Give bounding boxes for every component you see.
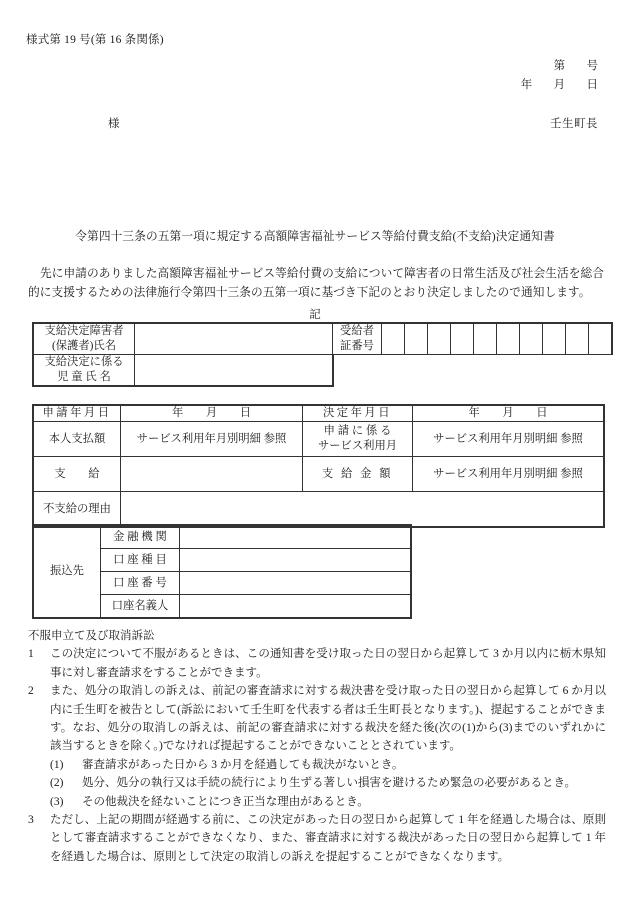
bank-transfer-table — [32, 524, 412, 619]
appeal-item-text: また、処分の取消しの訴えは、前記の審査請求に対する裁決書を受け取った日の翌日から起算して 6 か月以内に壬生町を被告として(訴訟において壬生町を代表する者は壬生町長となります。)、提起することができます。なお、処分の取消しの訴えは、前記の審査請求に対する裁決を経た後(次の(1)から(3)までのいずれかに該当するときを除く。)でなければ提起することができないこととされています。 — [50, 685, 606, 753]
account-type-label: 口 座 種 目 — [101, 549, 180, 572]
account-holder-label: 口座名義人 — [101, 595, 180, 619]
appeals-section — [28, 627, 606, 866]
appeal-item-number: 2 — [28, 685, 34, 698]
recipient-number-cell[interactable] — [428, 323, 451, 355]
appeal-item-text: ただし、上記の期間が経過する前に、この決定があった日の翌日から起算して 1 年を経過した場合は、原則として審査請求することができなくなり、また、審査請求に対する裁決があった日の翌日から起算して 1 年を経過した場合は、原則として決定の取消しの訴えを提起することができなくなります。 — [50, 814, 606, 863]
bank-institution-label: 金 融 機 関 — [101, 525, 180, 549]
table-row — [33, 525, 411, 549]
issuer-name: 壬生町長 — [550, 118, 598, 130]
appeal-subitem-3 — [28, 793, 606, 811]
appeal-item-text: この決定について不服があるときは、この通知書を受け取った日の翌日から起算して 3 か月以内に栃木県知事に対し審査請求をすることができます。 — [50, 648, 606, 679]
table-row — [33, 405, 604, 422]
table-row — [33, 355, 612, 387]
account-holder-value[interactable] — [180, 595, 412, 619]
payment-amount-label: 支 給 金 額 — [303, 457, 413, 492]
decision-date-label: 決定年月日 — [303, 405, 413, 422]
appeal-subitem-number: (1) — [50, 758, 64, 771]
beneficiary-name-value[interactable] — [135, 323, 333, 355]
document-number-line — [554, 57, 598, 73]
recipient-number-cell[interactable] — [451, 323, 474, 355]
table-row — [33, 422, 604, 457]
document-number-label: 第 — [553, 60, 566, 72]
transfer-destination-label: 振込先 — [33, 525, 101, 618]
table-row — [33, 492, 604, 528]
application-date-value[interactable]: 年 月 日 — [121, 405, 303, 422]
application-date-label: 申請年月日 — [33, 405, 121, 422]
appeal-subitem-1 — [28, 756, 606, 774]
appeal-subitem-text: 処分、処分の執行又は手続の続行により生ずる著しい損害を避けるため緊急の必要があるとき。 — [82, 777, 577, 790]
page-title: 令第四十三条の五第一項に規定する高額障害福祉サービス等給付費支給(不支給)決定通知書 — [75, 230, 555, 243]
appeal-item-2 — [28, 682, 606, 756]
self-payment-label: 本人支払額 — [33, 422, 121, 457]
recipient-number-cell[interactable] — [497, 323, 520, 355]
account-type-value[interactable] — [180, 549, 412, 572]
recipient-number-cell[interactable] — [405, 323, 428, 355]
date-month-label: 月 — [553, 79, 566, 91]
recipient-number-cell[interactable] — [520, 323, 543, 355]
appeal-item-number: 1 — [28, 648, 34, 661]
lead-paragraph: 先に申請のありました高額障害福祉サービス等給付費の支給について障害者の日常生活及び社会生活を総合的に支援するための法律施行令第四十三条の五第一項に基づき下記のとおり決定しましたので通知します。 — [28, 267, 604, 299]
account-number-label: 口 座 番 号 — [101, 572, 180, 595]
appeals-title: 不服申立て及び取消訴訟 — [28, 630, 155, 642]
date-year-label: 年 — [520, 79, 533, 91]
payment-label: 支 給 — [33, 457, 121, 492]
appeal-item-1 — [28, 645, 606, 682]
appeal-subitem-text: その他裁決を経ないことにつき正当な理由があるとき。 — [82, 795, 369, 808]
date-day-label: 日 — [586, 79, 598, 91]
child-name-label: 支給決定に係る 児 童 氏 名 — [33, 355, 135, 387]
child-name-value[interactable] — [135, 355, 333, 387]
appeal-subitem-number: (3) — [50, 795, 64, 808]
nonpayment-reason-label: 不支給の理由 — [33, 492, 121, 528]
table-row — [33, 457, 604, 492]
recipient-table — [32, 322, 613, 387]
service-month-value[interactable]: サービス利用年月別明細 参照 — [413, 422, 605, 457]
table-row — [33, 323, 612, 355]
appeal-item-number: 3 — [28, 814, 34, 827]
decision-table — [32, 404, 605, 528]
appeal-subitem-number: (2) — [50, 777, 64, 790]
document-date-line — [521, 76, 598, 92]
service-month-label: 申 請 に 係 る サービス利用月 — [303, 422, 413, 457]
recipient-number-cell[interactable] — [474, 323, 497, 355]
payment-value[interactable] — [121, 457, 303, 492]
ki-mark: 記 — [309, 309, 321, 321]
appeal-subitem-text: 審査請求があった日から 3 か月を経過しても裁決がないとき。 — [82, 758, 404, 771]
bank-institution-value[interactable] — [180, 525, 412, 549]
account-number-value[interactable] — [180, 572, 412, 595]
recipient-number-cell[interactable] — [589, 323, 613, 355]
payment-amount-value[interactable]: サービス利用年月別明細 参照 — [413, 457, 605, 492]
self-payment-value[interactable]: サービス利用年月別明細 参照 — [121, 422, 303, 457]
recipient-number-cell[interactable] — [382, 323, 405, 355]
addressee-suffix: 様 — [108, 118, 120, 130]
appeal-item-3 — [28, 811, 606, 866]
decision-date-value[interactable]: 年 月 日 — [413, 405, 605, 422]
spacer-cell — [333, 355, 613, 387]
nonpayment-reason-value[interactable] — [121, 492, 605, 528]
form-number: 様式第 19 号(第 16 条関係) — [26, 34, 164, 46]
recipient-number-cell[interactable] — [566, 323, 589, 355]
document-number-unit: 号 — [586, 60, 598, 72]
beneficiary-name-label: 支給決定障害者 (保護者)氏名 — [33, 323, 135, 355]
recipient-number-label: 受給者 証番号 — [333, 323, 382, 355]
recipient-number-cell[interactable] — [543, 323, 566, 355]
appeal-subitem-2 — [28, 774, 606, 792]
